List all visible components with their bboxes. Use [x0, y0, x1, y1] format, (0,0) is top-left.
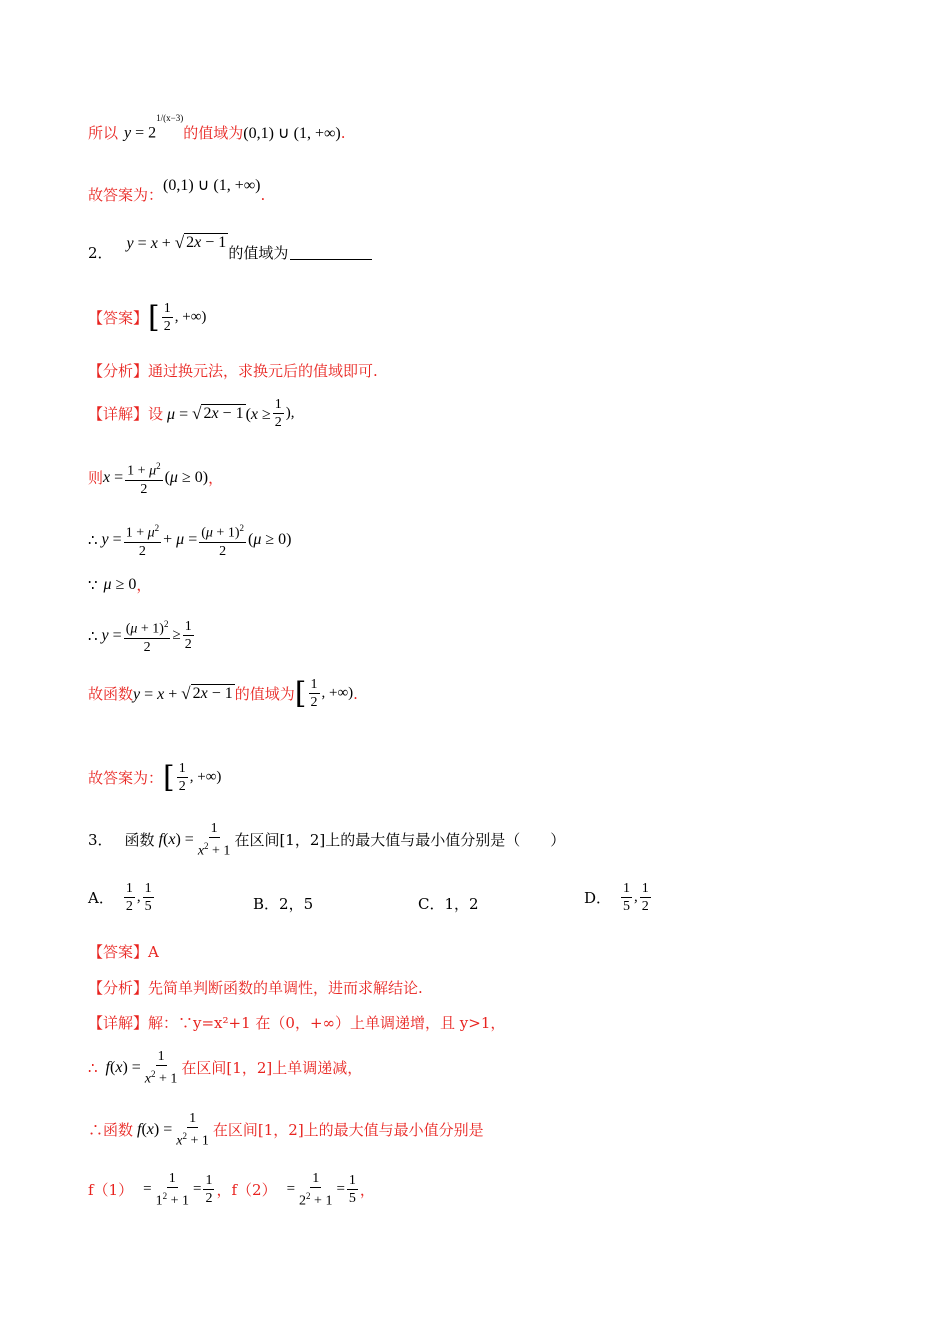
option-label: C．: [418, 895, 445, 913]
answer-line-1: [88, 176, 266, 205]
q2-detail: 【详解】 设 μ = √ 2x − 1 (x ≥ $\frac{1}{2}$ ),: [88, 397, 295, 430]
q2-step-then: 则 x = $\frac{1 + \mu^2}{2}$ (μ ≥ 0) ，: [88, 458, 223, 498]
step2-prefix: ∴函数: [88, 1121, 134, 1140]
q2-step-because: ∵ μ ≥ 0 ，: [88, 575, 152, 594]
conclusion-prefix: 故函数: [88, 685, 134, 703]
q2-step-therefore: ∴ y = $\frac{1 + \mu^2}{2}$ + μ = $\frac{(\mu + 1)^2}{2}$ (μ ≥ 0): [88, 520, 291, 560]
q3-detail: [88, 1012, 505, 1033]
conclusion-mid: 的值域为: [234, 685, 295, 703]
domain-conclusion-line: [88, 112, 346, 143]
q3-text-a: 函数: [124, 831, 155, 850]
q2-step-therefore-2: ∴ y = $\frac{(\mu + 1)^2}{2}$ ≥ $\frac{1}{2}$: [88, 616, 196, 656]
option-label: A．: [88, 889, 114, 907]
because-symbol: ∵: [88, 575, 98, 594]
q2-analysis: [88, 360, 378, 381]
q3-step-1: ∴ f(x) = $\frac{1}{x^2 + 1}$ 在区间[1，2]上单调递减，: [88, 1049, 363, 1087]
answer-tag: 【答案】: [88, 309, 149, 327]
q2-text: 的值域为: [228, 244, 289, 262]
period: .: [353, 684, 358, 703]
separator: ，: [216, 1181, 232, 1200]
detail-tag: 【详解】: [88, 405, 149, 423]
then-label: 则: [88, 469, 104, 488]
step2-suffix: 在区间[1，2]上的最大值与最小值分别是: [212, 1121, 484, 1140]
question-number: 3．: [88, 831, 113, 850]
q2-final-answer: 故答案为： [ $\frac{1}{2}$ , +∞): [88, 759, 222, 795]
final-prefix: 故答案为：: [88, 769, 164, 787]
q2-conclusion: 故函数 y = x + √ 2x − 1 的值域为 [ $\frac{1}{2}$ , +∞) .: [88, 675, 358, 711]
question-3: 3． 函数 f(x) = $\frac{1}{x^2 + 1}$ 在区间[1，2]上的最大值与最小值分别是（ ）: [88, 821, 566, 859]
q3-analysis: [88, 977, 423, 998]
period: .: [260, 185, 266, 204]
analysis-tag: 【分析】: [88, 979, 149, 997]
option-d[interactable]: D． $\frac{1}{5}$ , $\frac{1}{2}$: [584, 881, 649, 914]
q3-step-2: ∴函数 f(x) = $\frac{1}{x^2 + 1}$ 在区间[1，2]上的最大值与最小值分别是: [88, 1111, 484, 1149]
text-prefix: 所以: [88, 124, 119, 142]
option-a[interactable]: A． $\frac{1}{2}$ , $\frac{1}{5}$: [88, 881, 152, 914]
range-value: (0,1) ∪ (1, +∞): [243, 124, 341, 142]
question-number: 2．: [88, 244, 113, 262]
detail-tag: 【详解】: [88, 1014, 149, 1032]
end-punct: ，: [359, 1181, 375, 1200]
step1-suffix: 在区间[1，2]上单调递减，: [181, 1059, 363, 1078]
q2-formula: y = x + √ 2x − 1: [126, 232, 227, 252]
question-2: [88, 232, 372, 263]
detail-text: 解：∵y=x²+1 在（0，+∞）上单调递增，且 y>1，: [148, 1014, 506, 1032]
detail-start: 设: [148, 405, 164, 423]
analysis-text: 先简单判断函数的单调性，进而求解结论.: [148, 979, 423, 997]
q3-text-b: 在区间[1，2]上的最大值与最小值分别是（ ）: [234, 831, 566, 850]
option-c[interactable]: [418, 893, 479, 914]
f1-label: f（1）: [88, 1181, 134, 1200]
formula-exp: $y = 2^{1/(x-3)}$: [124, 112, 184, 142]
analysis-tag: 【分析】: [88, 362, 149, 380]
answer-prefix: 故答案为：: [88, 186, 164, 204]
q3-answer: [88, 941, 159, 962]
therefore-symbol: ∴: [88, 626, 98, 645]
q2-answer: 【答案】 [ $\frac{1}{2}$ , +∞): [88, 299, 207, 335]
q3-step-3: f（1） = $\frac{1}{1^2 + 1}$ = $\frac{1}{2}$ ， f（2） = $\frac{1}{2^2 + 1}$ = $\frac{1}{5}$ ，: [88, 1171, 375, 1209]
comma: ，: [208, 469, 224, 488]
option-value: 1，2: [444, 895, 479, 913]
comma: ，: [136, 576, 152, 594]
text-suffix: 的值域为: [183, 124, 244, 142]
answer-value: A: [148, 942, 159, 961]
f2-label: f（2）: [231, 1181, 277, 1200]
option-label: B．: [253, 895, 280, 913]
option-value: 2，5: [279, 895, 314, 913]
analysis-text: 通过换元法，求换元后的值域即可.: [148, 362, 378, 380]
answer-blank: [290, 245, 372, 260]
answer-range: (0,1) ∪ (1, +∞): [163, 176, 261, 194]
answer-tag: 【答案】: [88, 943, 149, 961]
therefore-symbol: ∴: [88, 530, 98, 549]
option-label: D．: [584, 889, 612, 907]
period: .: [340, 123, 346, 142]
option-b[interactable]: [253, 893, 313, 914]
